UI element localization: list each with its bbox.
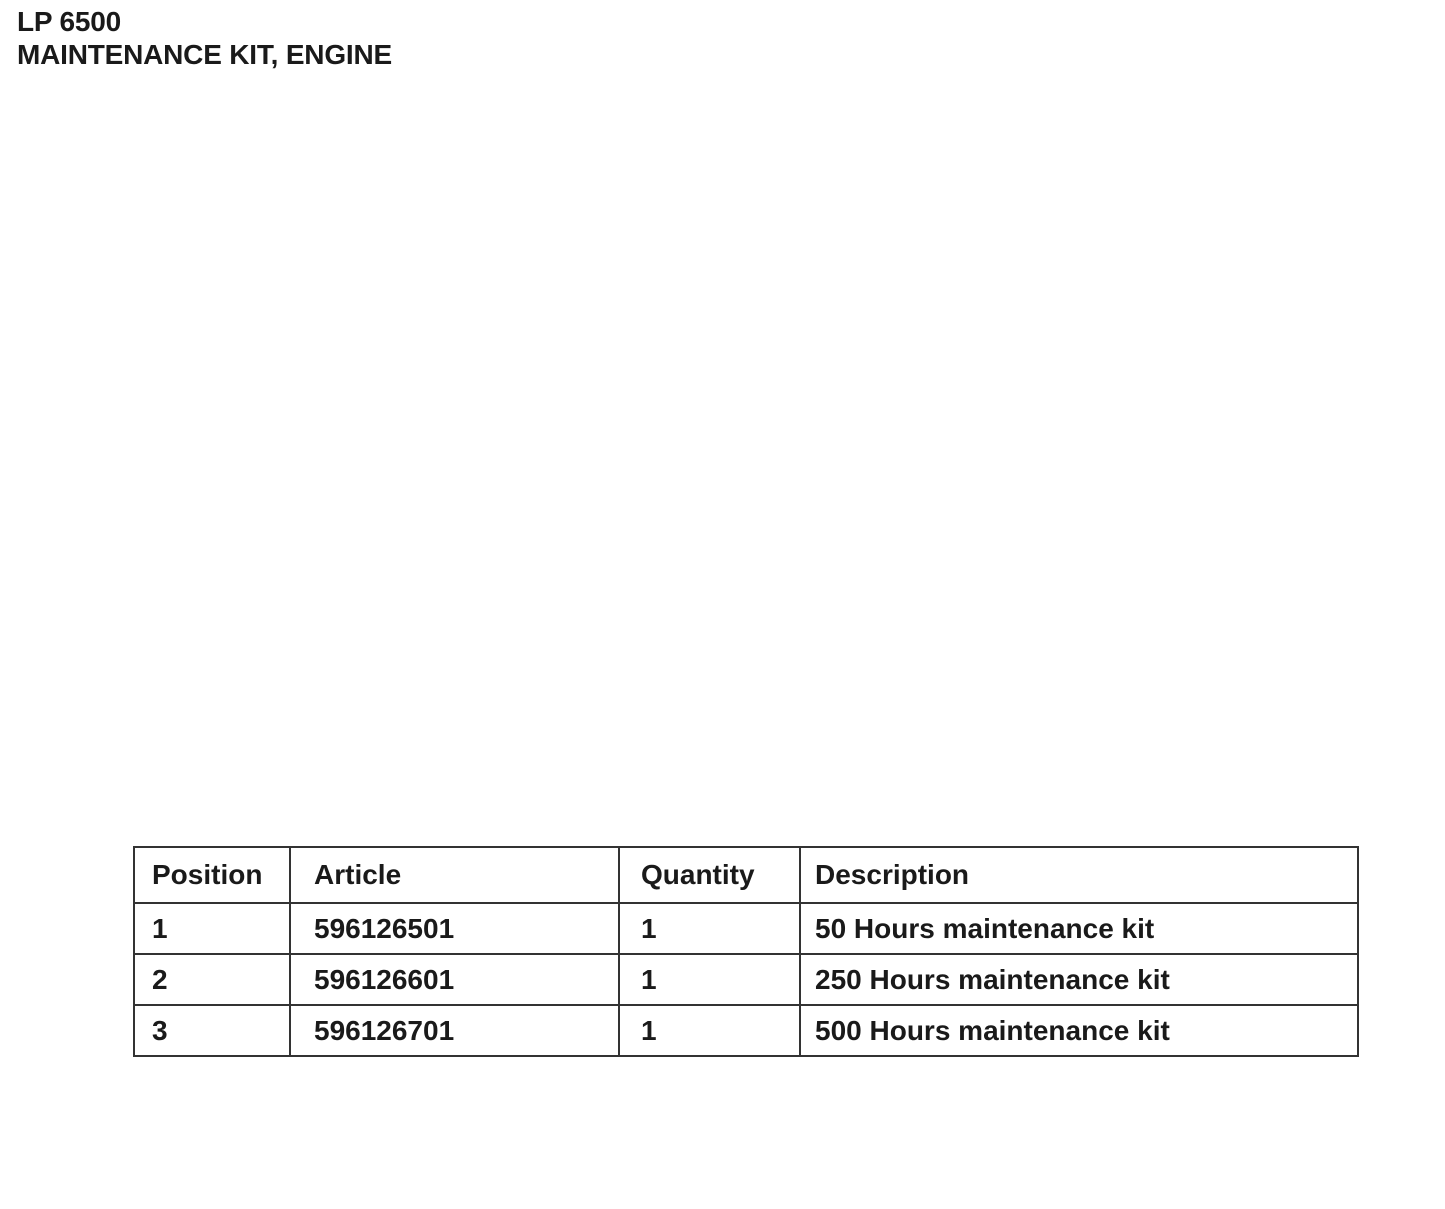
column-header-position: Position — [134, 847, 290, 903]
cell-position: 2 — [134, 954, 290, 1005]
cell-description: 500 Hours maintenance kit — [800, 1005, 1358, 1056]
column-header-description: Description — [800, 847, 1358, 903]
parts-table — [133, 846, 1359, 1057]
cell-quantity: 1 — [619, 954, 800, 1005]
model-name: LP 6500 — [17, 6, 121, 37]
cell-description: 50 Hours maintenance kit — [800, 903, 1358, 954]
cell-quantity: 1 — [619, 903, 800, 954]
table-row — [134, 954, 1358, 1005]
column-header-quantity: Quantity — [619, 847, 800, 903]
page-title: MAINTENANCE KIT, ENGINE — [17, 39, 392, 70]
cell-position: 3 — [134, 1005, 290, 1056]
cell-article: 596126501 — [290, 903, 619, 954]
table-row — [134, 903, 1358, 954]
cell-quantity: 1 — [619, 1005, 800, 1056]
document-header — [17, 5, 392, 71]
cell-article: 596126701 — [290, 1005, 619, 1056]
cell-article: 596126601 — [290, 954, 619, 1005]
column-header-article: Article — [290, 847, 619, 903]
table-row — [134, 1005, 1358, 1056]
cell-description: 250 Hours maintenance kit — [800, 954, 1358, 1005]
table-header-row — [134, 847, 1358, 903]
cell-position: 1 — [134, 903, 290, 954]
